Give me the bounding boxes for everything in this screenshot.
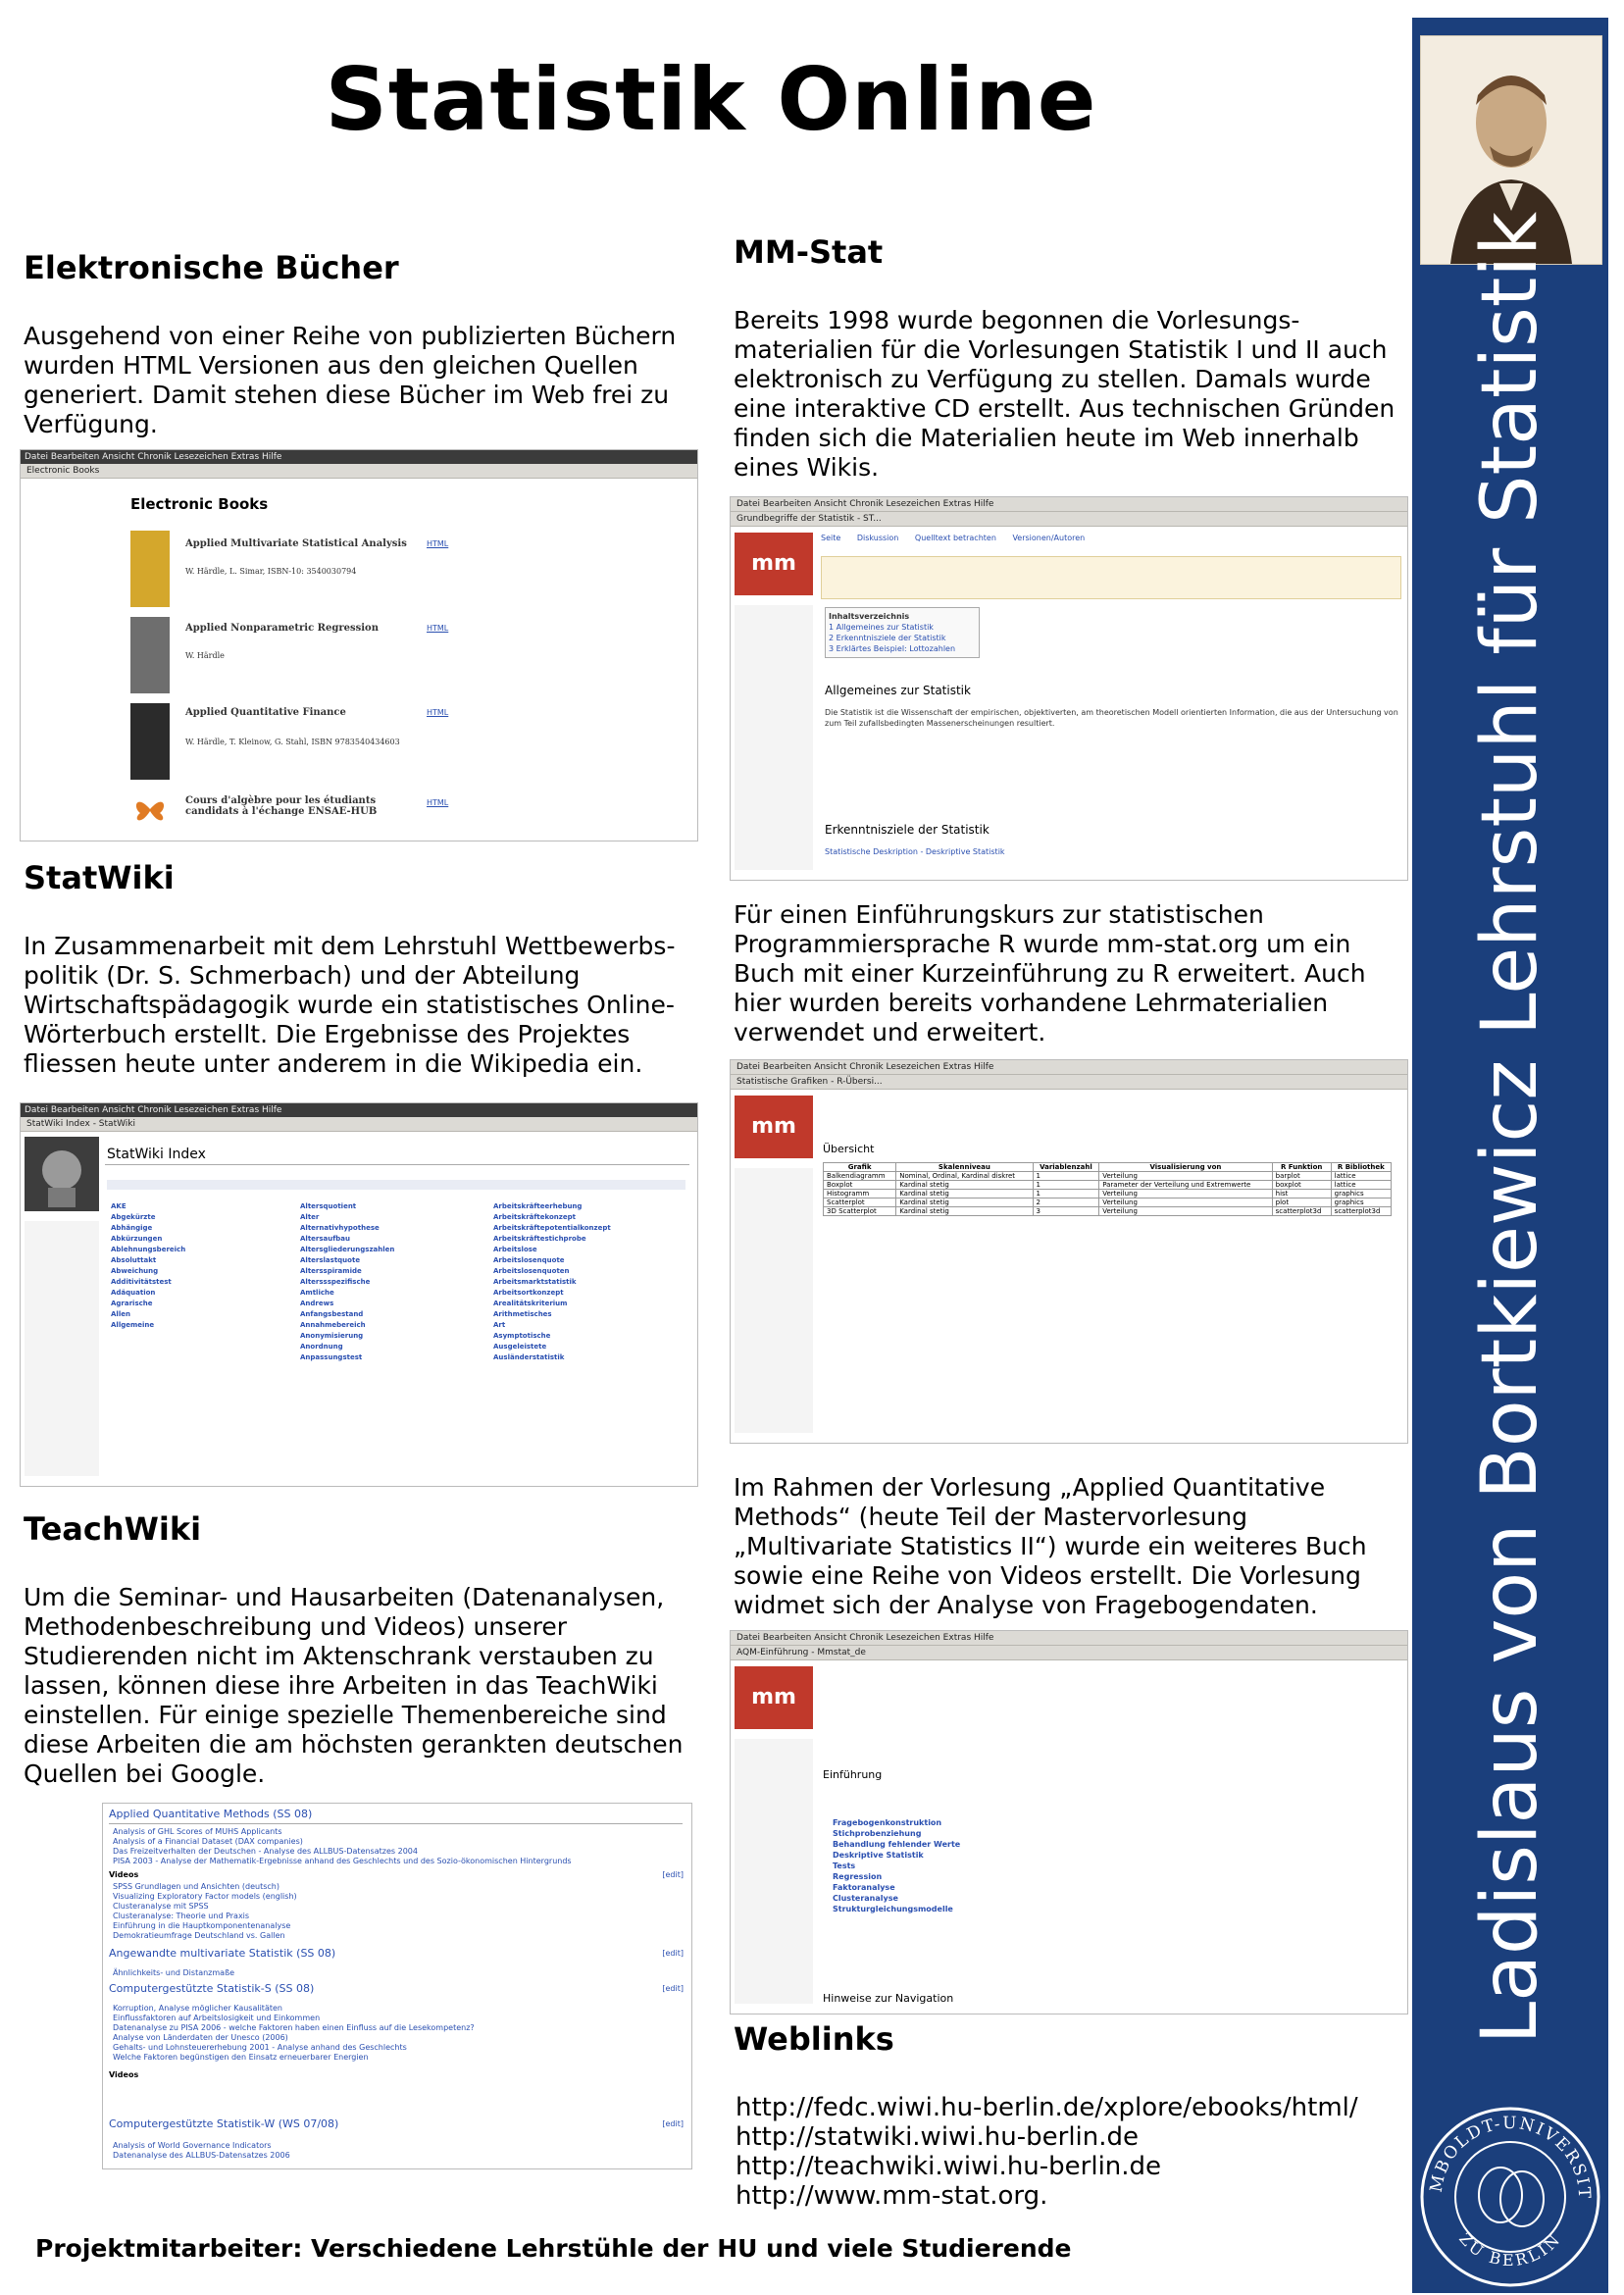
teachwiki-list [113,1882,682,1941]
table-cell: Kardinal stetig [896,1207,1033,1216]
table-cell[interactable]: graphics [1331,1198,1391,1207]
index-entry[interactable]: Anpassungstest [300,1353,363,1361]
list-item[interactable]: PISA 2003 - Analyse der Mathematik-Ergebnisse anhand des Geschlechts und des Sozio-ökonomischen Hintergrunds [113,1857,572,1865]
browser-tab[interactable]: Electronic Books [21,464,697,479]
screenshot-mmstat [730,496,1408,881]
index-entry[interactable]: Ablehnungsbereich [111,1246,186,1253]
text-teachwiki: Um die Seminar- und Hausarbeiten (Datenanalysen, Methodenbeschreibung und Videos) unserer Studierenden nicht im Aktenschrank verstauben zu lassen, können diese ihre Arbeiten in das TeachWiki einstellen. Für einige spezielle Themenbereiche sind diese Arbeiten die am höchsten gerankten deutschen Quellen bei Google. [24,1583,684,1788]
list-item[interactable]: Clusteranalyse: Theorie und Praxis [113,1912,250,1920]
browser-menubar: Datei Bearbeiten Ansicht Chronik Lesezeichen Extras Hilfe [21,450,697,464]
ebooks-page-title: Electronic Books [130,495,269,513]
index-entry[interactable]: Andrews [300,1300,334,1307]
list-item[interactable]: Analyse von Länderdaten der Unesco (2006) [113,2033,288,2042]
table-cell: plot [1272,1198,1331,1207]
heading-teachwiki: TeachWiki [24,1510,202,1548]
section-heading: Erkenntnisziele der Statistik [825,823,990,837]
table-header: Visualisierung von [1099,1163,1272,1172]
heading-statwiki: StatWiki [24,859,175,896]
butterfly-icon [130,790,170,829]
index-entry[interactable]: Alterssspezifische [300,1278,371,1286]
index-entry[interactable]: Allen [111,1310,130,1318]
html-link[interactable]: HTML [427,539,449,548]
chapter-item[interactable]: Faktoranalyse [833,1883,895,1892]
title-rule [105,1164,689,1165]
index-entry[interactable]: Arithmetisches [493,1310,552,1318]
heading-mmstat: MM-Stat [734,233,884,271]
teachwiki-course-heading[interactable]: Computergestützte Statistik-W (WS 07/08) [109,2117,339,2130]
chair-name: Ladislaus von Bortkiewicz Lehrstuhl für Statistik [1466,211,1554,2045]
index-entry[interactable]: Abweichung [111,1267,159,1275]
index-entry[interactable]: Additivitätstest [111,1278,172,1286]
graphics-table [823,1162,1392,1216]
index-entry[interactable]: Anonymisierung [300,1332,364,1340]
index-entry[interactable]: Arbeitskräftestichprobe [493,1235,586,1243]
teachwiki-list [113,2004,682,2063]
list-item[interactable]: Gehalts- und Lohnsteuererhebung 2001 - Analyse anhand des Geschlechts [113,2043,407,2052]
table-row [824,1172,1392,1181]
screenshot-statwiki [20,1102,698,1487]
teachwiki-list [113,2141,682,2161]
chapter-list [833,1817,960,1914]
chapter-item[interactable]: Regression [833,1872,883,1881]
chapter-item[interactable]: Behandlung fehlender Werte [833,1840,961,1849]
index-entry[interactable]: Alterslastquote [300,1256,361,1264]
index-entry[interactable]: Allgemeine [111,1321,155,1329]
toc-title: Inhaltsverzeichnis [829,612,910,621]
index-entry[interactable]: Art [493,1321,506,1329]
seal-bottom-text: ZU BERLIN [1455,2228,1565,2270]
table-cell: barplot [1272,1172,1331,1181]
seal-top-text: MBOLDT-UNIVERSIT [1426,2113,1595,2200]
list-item[interactable]: Datenanalyse zu PISA 2006 - welche Faktoren haben einen Einfluss auf die Lesekompetenz? [113,2023,475,2032]
table-cell[interactable]: lattice [1331,1181,1391,1190]
footer-text: Projektmitarbeiter: Verschiedene Lehrstühle der HU und viele Studierende [35,2234,1072,2263]
weblink-teachwiki[interactable]: http://teachwiki.wiwi.hu-berlin.de [736,2152,1162,2181]
book-authors: W. Härdle, T. Kleinow, G. Stahl, ISBN 9783540434603 [185,738,400,746]
mmstat-logo: mm [735,533,813,595]
teachwiki-course-heading[interactable]: Applied Quantitative Methods (SS 08) [109,1808,313,1820]
book-title[interactable]: Applied Quantitative Finance [185,707,346,718]
table-cell: 1 [1033,1190,1099,1198]
index-entry[interactable]: Arbeitslose [493,1246,537,1253]
list-item[interactable]: Visualizing Exploratory Factor models (english) [113,1892,297,1901]
heading-weblinks: Weblinks [734,2020,894,2058]
index-entry[interactable]: Arbeitskräfteerhebung [493,1202,583,1210]
list-item[interactable]: Korruption, Analyse möglicher Kausalitäten [113,2004,282,2013]
text-statwiki: In Zusammenarbeit mit dem Lehrstuhl Wettbewerbs-politik (Dr. S. Schmerbach) und der Abteilung Wirtschaftspädagogik wurde ein statistisches Online-Wörterbuch erstellt. Die Ergebnisse des Projektes fliessen heute unter anderem in die Wikipedia ein. [24,932,676,1078]
index-entry[interactable]: Altersquotient [300,1202,357,1210]
section-heading: Einführung [823,1768,883,1781]
table-cell: Kardinal stetig [896,1181,1033,1190]
edit-link[interactable]: [edit] [662,1984,684,1993]
index-entry[interactable]: Adäquation [111,1289,156,1297]
table-header: Skalenniveau [896,1163,1033,1172]
chapter-item[interactable]: Clusteranalyse [833,1894,898,1903]
weblink-statwiki[interactable]: http://statwiki.wiwi.hu-berlin.de [736,2122,1140,2152]
weblink-mmstat[interactable]: http://www.mm-stat.org. [736,2181,1048,2211]
index-entry[interactable]: Anfangsbestand [300,1310,364,1318]
browser-menubar: Datei Bearbeiten Ansicht Chronik Lesezeichen Extras Hilfe [731,1060,1407,1075]
wiki-sidebar [735,1168,813,1433]
book-authors: W. Härdle, L. Simar, ISBN-10: 3540030794 [185,567,357,576]
table-cell: Scatterplot [824,1198,896,1207]
book-cover-image [130,703,170,780]
table-cell: Verteilung [1099,1190,1272,1198]
table-cell: hist [1272,1190,1331,1198]
index-entry[interactable]: Arealitätskriterium [493,1300,568,1307]
table-cell: boxplot [1272,1181,1331,1190]
html-link[interactable]: HTML [427,798,449,807]
navigation-box [821,556,1401,599]
tab-page[interactable]: Seite [821,534,841,542]
heading-rule [109,1823,683,1824]
teachwiki-list [113,1827,682,1866]
screenshot-aqm [730,1630,1408,2014]
statwiki-page-title: StatWiki Index [107,1147,206,1162]
index-entry[interactable]: Ausländerstatistik [493,1353,565,1361]
table-row [824,1190,1392,1198]
index-entry[interactable]: Arbeitskräftekonzept [493,1213,576,1221]
university-seal [1418,2105,1602,2289]
html-link[interactable]: HTML [427,708,449,717]
index-entry[interactable]: Altersaufbau [300,1235,350,1243]
alphabet-bar[interactable] [107,1180,685,1190]
index-entry[interactable]: Alternativhypothese [300,1224,380,1232]
weblink-ebooks[interactable]: http://fedc.wiwi.hu-berlin.de/xplore/ebooks/html/ [736,2093,1358,2122]
browser-tab[interactable]: Statistische Grafiken - R-Übersi... [731,1075,1407,1090]
wiki-tabs [821,533,1085,543]
screenshot-teachwiki [102,1803,692,2169]
toc-item[interactable]: 3 Erklärtes Beispiel: Lottozahlen [829,644,956,653]
book-authors: W. Härdle [185,651,225,660]
screenshot-rbook [730,1059,1408,1444]
mmstat-logo: mm [735,1666,813,1729]
wiki-sidebar [25,1221,99,1476]
text-aqm: Im Rahmen der Vorlesung „Applied Quantitative Methods“ (heute Teil der Mastervorlesung „Multivariate Statistics II“) wurde ein weiteres Buch sowie eine Reihe von Videos erstellt. Die Vorlesung widmet sich der Analyse von Fragebogendaten. [734,1473,1367,1619]
tab-history[interactable]: Versionen/Autoren [1012,534,1086,542]
index-entry[interactable]: Annahmebereich [300,1321,366,1329]
index-entry[interactable]: Altersspiramide [300,1267,362,1275]
list-item[interactable]: Analysis of World Governance Indicators [113,2141,272,2150]
index-entry[interactable]: Ausgeleistete [493,1343,547,1351]
table-cell: Boxplot [824,1181,896,1190]
table-cell: Histogramm [824,1190,896,1198]
browser-menubar: Datei Bearbeiten Ansicht Chronik Lesezeichen Extras Hilfe [731,1631,1407,1646]
index-entry[interactable]: Alter [300,1213,320,1221]
list-item[interactable]: Einführung in die Hauptkomponentenanalyse [113,1921,291,1930]
list-item[interactable]: Demokratieumfrage Deutschland vs. Gallen [113,1931,285,1940]
index-entry[interactable]: Arbeitslosenquote [493,1256,565,1264]
heading-ebooks: Elektronische Bücher [24,249,399,286]
index-column [493,1201,689,1363]
book-title[interactable]: Cours d'algèbre pour les étudiants candidats à l'échange ENSAE-HUB [185,795,378,817]
browser-menubar: Datei Bearbeiten Ansicht Chronik Lesezeichen Extras Hilfe [731,497,1407,512]
table-cell: Nominal, Ordinal, Kardinal diskret [896,1172,1033,1181]
table-cell: Balkendiagramm [824,1172,896,1181]
table-header: Variablenzahl [1033,1163,1099,1172]
statwiki-logo [25,1137,99,1211]
wiki-sidebar [735,1739,813,2004]
list-item[interactable]: Analysis of a Financial Dataset (DAX companies) [113,1837,303,1846]
list-item[interactable]: Ähnlichkeits- und Distanzmaße [113,1968,235,1977]
table-header: R Bibliothek [1331,1163,1391,1172]
index-entry[interactable]: Arbeitsortkonzept [493,1289,564,1297]
index-entry[interactable]: Amtliche [300,1289,334,1297]
index-entry[interactable]: Arbeitskräftepotentialkonzept [493,1224,611,1232]
index-column [300,1201,486,1363]
table-row [824,1181,1392,1190]
tab-source[interactable]: Quelltext betrachten [914,534,996,542]
index-entry[interactable]: Asymptotische [493,1332,551,1340]
edit-link[interactable]: [edit] [662,1870,684,1879]
section-link[interactable]: Statistische Deskription - Deskriptive Statistik [825,847,1005,856]
videos-heading: Videos [109,2070,139,2079]
table-cell: Verteilung [1099,1207,1272,1216]
browser-menubar: Datei Bearbeiten Ansicht Chronik Lesezeichen Extras Hilfe [21,1103,697,1117]
chapter-item[interactable]: Strukturgleichungsmodelle [833,1905,953,1913]
table-cell: 3D Scatterplot [824,1207,896,1216]
index-entry[interactable]: Abgekürzte [111,1213,156,1221]
index-entry[interactable]: Abhängige [111,1224,153,1232]
edit-link[interactable]: [edit] [662,1949,684,1958]
table-cell: Verteilung [1099,1198,1272,1207]
index-entry[interactable]: Altersgliederungszahlen [300,1246,395,1253]
chapter-item[interactable]: Deskriptive Statistik [833,1851,924,1860]
table-of-contents [825,607,980,658]
toc-item[interactable]: 1 Allgemeines zur Statistik [829,623,934,632]
html-link[interactable]: HTML [427,624,449,633]
index-entry[interactable]: AKE [111,1202,127,1210]
videos-heading: Videos [109,1870,139,1879]
list-item[interactable]: Analysis of GHL Scores of MUHS Applicants [113,1827,282,1836]
list-item[interactable]: Einflussfaktoren auf Arbeitslosigkeit und Einkommen [113,2014,321,2022]
list-item[interactable]: SPSS Grundlagen und Ansichten (deutsch) [113,1882,279,1891]
book-cover-image [130,531,170,607]
table-cell: 3 [1033,1207,1099,1216]
table-cell: Parameter der Verteilung und Extremwerte [1099,1181,1272,1190]
table-header: Grafik [824,1163,896,1172]
table-cell[interactable]: graphics [1331,1190,1391,1198]
section-heading: Allgemeines zur Statistik [825,684,971,697]
list-item[interactable]: Datenanalyse des ALLBUS-Datensatzes 2006 [113,2151,290,2160]
edit-link[interactable]: [edit] [662,2119,684,2128]
teachwiki-course-heading[interactable]: Computergestützte Statistik-S (SS 08) [109,1982,315,1995]
table-cell: Verteilung [1099,1172,1272,1181]
book-cover-image [130,617,170,693]
toc-item[interactable]: 2 Erkenntnisziele der Statistik [829,634,946,642]
table-header: R Funktion [1272,1163,1331,1172]
table-row [824,1207,1392,1216]
list-item[interactable]: Welche Faktoren begünstigen den Einsatz erneuerbarer Energien [113,2053,369,2062]
browser-tab[interactable]: StatWiki Index - StatWiki [21,1117,697,1132]
chapter-item[interactable]: Tests [833,1862,856,1870]
teachwiki-course-heading[interactable]: Angewandte multivariate Statistik (SS 08) [109,1947,336,1960]
book-title[interactable]: Applied Multivariate Statistical Analysis [185,538,407,549]
index-column [111,1201,297,1331]
section-text: Die Statistik ist die Wissenschaft der empirischen, objektiverten, am theoretischen Modell orientierten Information, die aus der Untersuchung von zum Teil zufallsbedingten Massenerscheinungen resultiert. [825,708,1398,728]
table-cell[interactable]: scatterplot3d [1331,1207,1391,1216]
table-cell: 1 [1033,1172,1099,1181]
table-cell: 1 [1033,1181,1099,1190]
index-entry[interactable]: Absoluttakt [111,1256,157,1264]
list-item[interactable]: Clusteranalyse mit SPSS [113,1902,209,1911]
index-entry[interactable]: Arbeitslosenquoten [493,1267,570,1275]
table-cell: scatterplot3d [1272,1207,1331,1216]
chapter-item[interactable]: Fragebogenkonstruktion [833,1818,942,1827]
text-rbook: Für einen Einführungskurs zur statistischen Programmiersprache R wurde mm-stat.org um ein Buch mit einer Kurzeinführung zu R erweitert. Auch hier wurden bereits vorhandene Lehrmaterialien verwendet und erweitert. [734,900,1366,1046]
wiki-sidebar [735,605,813,870]
table-row [824,1198,1392,1207]
section-heading: Hinweise zur Navigation [823,1992,954,2005]
sidebar-vertical-title [1412,211,1608,2045]
section-heading: Übersicht [823,1143,875,1155]
list-item[interactable]: Das Freizeitverhalten der Deutschen - Analyse des ALLBUS-Datensatzes 2004 [113,1847,418,1856]
book-title[interactable]: Applied Nonparametric Regression [185,623,379,634]
screenshot-ebooks [20,449,698,842]
page-title: Statistik Online [325,49,1097,150]
tab-discussion[interactable]: Diskussion [856,534,899,542]
browser-tab[interactable]: Grundbegriffe der Statistik - ST... [731,512,1407,527]
text-ebooks: Ausgehend von einer Reihe von publizierten Büchern wurden HTML Versionen aus den gleichen Quellen generiert. Damit stehen diese Bücher im Web frei zu Verfügung. [24,322,677,438]
index-entry[interactable]: Anordnung [300,1343,343,1351]
mmstat-logo: mm [735,1096,813,1158]
browser-tab[interactable]: AQM-Einführung - Mmstat_de [731,1646,1407,1660]
index-entry[interactable]: Agrarische [111,1300,153,1307]
index-entry[interactable]: Abkürzungen [111,1235,163,1243]
table-cell: Kardinal stetig [896,1198,1033,1207]
index-entry[interactable]: Arbeitsmarktstatistik [493,1278,577,1286]
table-header-row [824,1163,1392,1172]
table-cell[interactable]: lattice [1331,1172,1391,1181]
table-cell: Kardinal stetig [896,1190,1033,1198]
table-cell: 2 [1033,1198,1099,1207]
text-mmstat: Bereits 1998 wurde begonnen die Vorlesungs-materialien für die Vorlesungen Statistik I und II auch elektronisch zu Verfügung zu stellen. Damals wurde eine interaktive CD erstellt. Aus technischen Gründen finden sich die Materialien heute im Web innerhalb eines Wikis. [734,306,1396,482]
chapter-item[interactable]: Stichprobenziehung [833,1829,922,1838]
